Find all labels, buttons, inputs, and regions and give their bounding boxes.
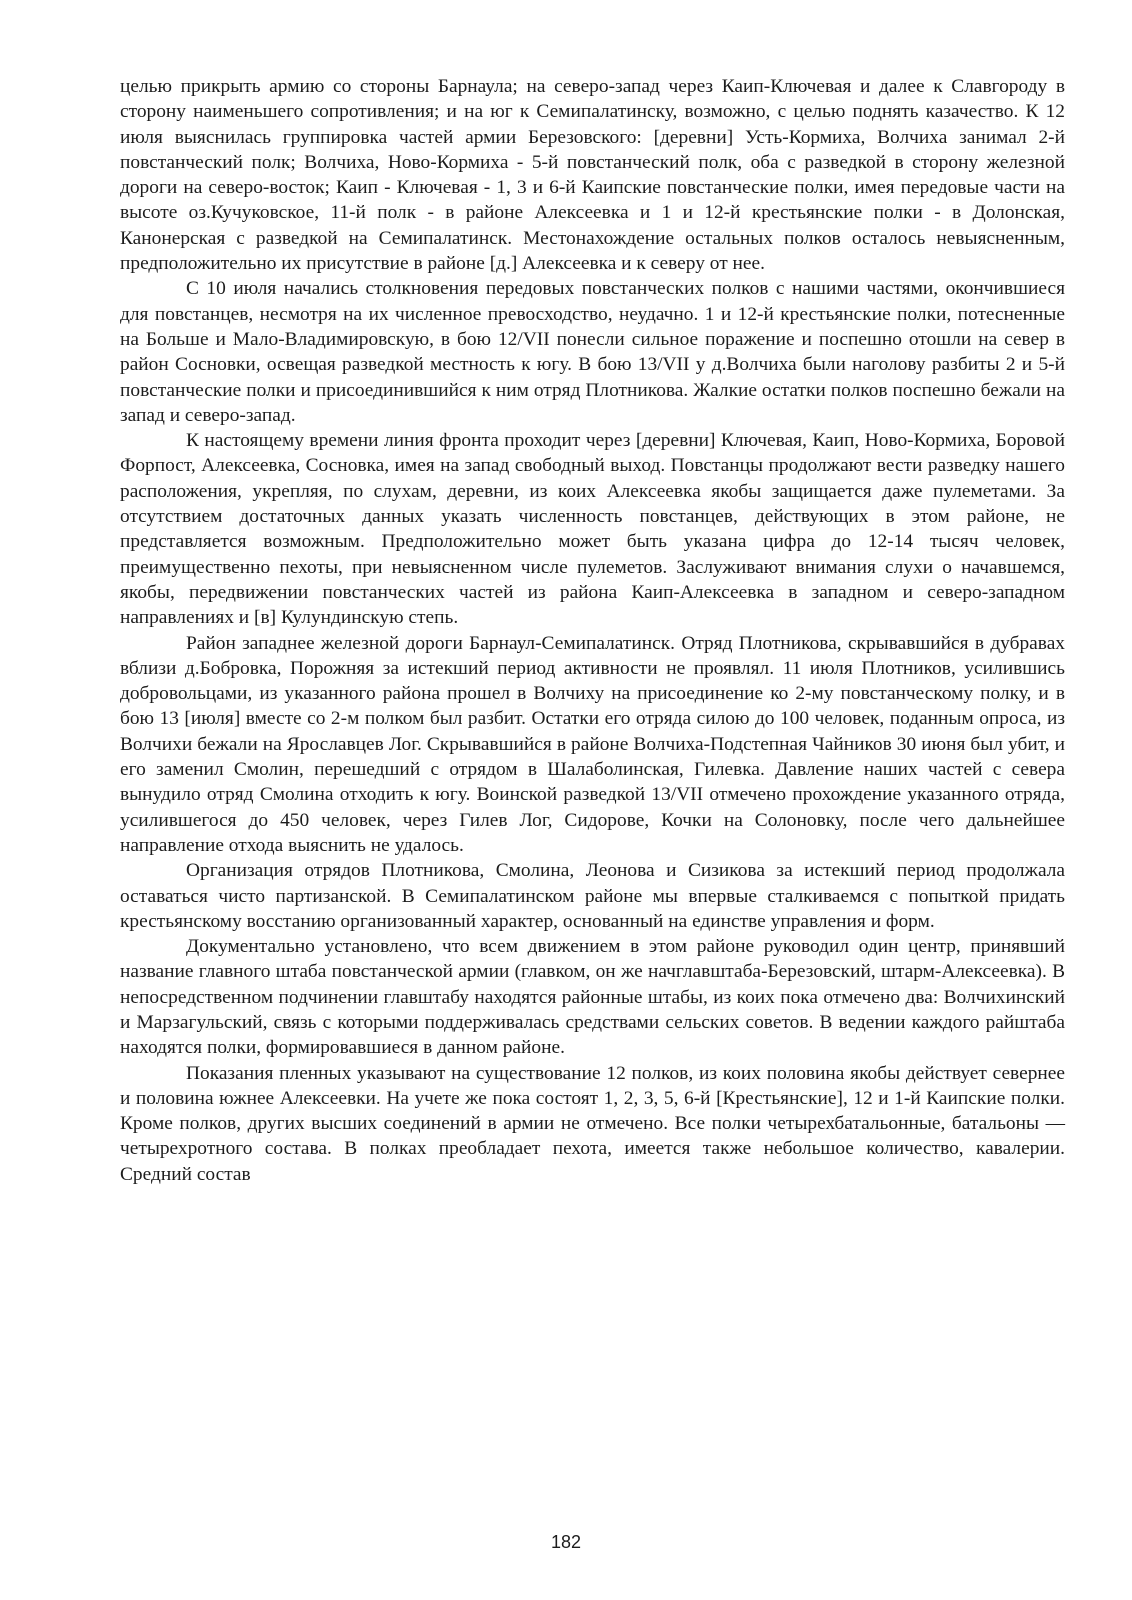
paragraph: Документально установлено, что всем движением в этом районе руководил один центр, принявший название главного штаба повстанческой армии (главком, он же начглавштаба-Березовский, штарм-Алексеевка). В непосредственном подчинении главштабу находятся районные штабы, из коих пока отмечено два: Волчихинский и Марзагульский, связь с которыми поддерживалась средствами сельских советов. В ведении каждого райштаба находятся полки, формировавшиеся в данном районе.: [120, 936, 1065, 1059]
paragraph-continuation: целью прикрыть армию со стороны Барнаула; на северо-запад через Каип-Ключевая и далее к Славгороду в сторону наименьшего сопротивления; и на юг к Семипалатинску, возможно, с целью поднять казачество. К 12 июля выяснилась группировка частей армии Березовского: [деревни] Усть-Кормиха, Волчиха занимал 2-й повстанческий полк; Волчиха, Ново-Кормиха - 5-й повстанческий полк, оба с разведкой в сторону железной дороги на северо-восток; Каип - Ключевая - 1, 3 и 6-й Каипские повстанческие полки, имея передовые части на высоте оз.Кучуковское, 11-й полк - в районе Алексеевка и 1 и 12-й крестьянские полки - в Долонская, Канонерская с разведкой на Семипалатинск. Местонахождение остальных полков осталось невыясненным, предположительно их присутствие в районе [д.] Алексеевка и к северу от нее.: [120, 76, 1065, 275]
paragraph: Организация отрядов Плотникова, Смолина, Леонова и Сизикова за истекший период продолжала оставаться чисто партизанской. В Семипалатинском районе мы впервые сталкиваемся с попыткой придать крестьянскому восстанию организованный характер, основанный на единстве управления и форм.: [120, 860, 1065, 932]
paragraph: К настоящему времени линия фронта проходит через [деревни] Ключевая, Каип, Ново-Кормиха, Боровой Форпост, Алексеевка, Сосновка, имея на запад свободный выход. Повстанцы продолжают вести разведку нашего расположения, укрепляя, по слухам, деревни, из коих Алексеевка якобы защищается даже пулеметами. За отсутствием достаточных данных указать численность повстанцев, действующих в этом районе, не представляется возможным. Предположительно может быть указана цифра до 12-14 тысяч человек, преимущественно пехоты, при невыясненном числе пулеметов. Заслуживают внимания слухи о начавшемся, якобы, передвижении повстанческих частей из района Каип-Алексеевка в западном и северо-западном направлениях и [в] Кулундинскую степь.: [120, 430, 1065, 629]
paragraph: Район западнее железной дороги Барнаул-Семипалатинск. Отряд Плотникова, скрывавшийся в дубравах вблизи д.Бобровка, Порожняя за истекший период активности не проявлял. 11 июля Плотников, усилившись добровольцами, из указанного района прошел в Волчиху на присоединение ко 2-му повстанческому полку, и в бою 13 [июля] вместе со 2-м полком был разбит. Остатки его отряда силою до 100 человек, поданным опроса, из Волчихи бежали на Ярославцев Лог. Скрывавшийся в районе Волчиха-Подстепная Чайников 30 июня был убит, и его заменил Смолин, перешедший с отрядом в Шалаболинская, Гилевка. Давление наших частей с севера вынудило отряд Смолина отходить к югу. Воинской разведкой 13/VII отмечено прохождение указанного отряда, усилившегося до 450 человек, через Гилев Лог, Сидорове, Кочки на Солоновку, после чего дальнейшее направление отхода выяснить не удалось.: [120, 632, 1065, 856]
paragraph: С 10 июля начались столкновения передовых повстанческих полков с нашими частями, окончившиеся для повстанцев, несмотря на их численное превосходство, неудачно. 1 и 12-й крестьянские полки, потесненные на Больше и Мало-Владимировскую, в бою 12/VII понесли сильное поражение и поспешно отошли на север в район Сосновки, освещая разведкой местность к югу. В бою 13/VII у д.Волчиха были наголову разбиты 2 и 5-й повстанческие полки и присоединившийся к ним отряд Плотникова. Жалкие остатки полков поспешно бежали на запад и северо-запад.: [120, 278, 1065, 426]
paragraph: Показания пленных указывают на существование 12 полков, из коих половина якобы действует севернее и половина южнее Алексеевки. На учете же пока состоят 1, 2, 3, 5, 6-й [Крестьянские], 12 и 1-й Каипские полки. Кроме полков, других высших соединений в армии не отмечено. Все полки четырехбатальонные, батальоны — четырехротного состава. В полках преобладает пехота, имеется также небольшое количество, кавалерии. Средний состав: [120, 1062, 1065, 1185]
body-text: [120, 74, 1065, 1187]
page-number: 182: [550, 1532, 582, 1552]
